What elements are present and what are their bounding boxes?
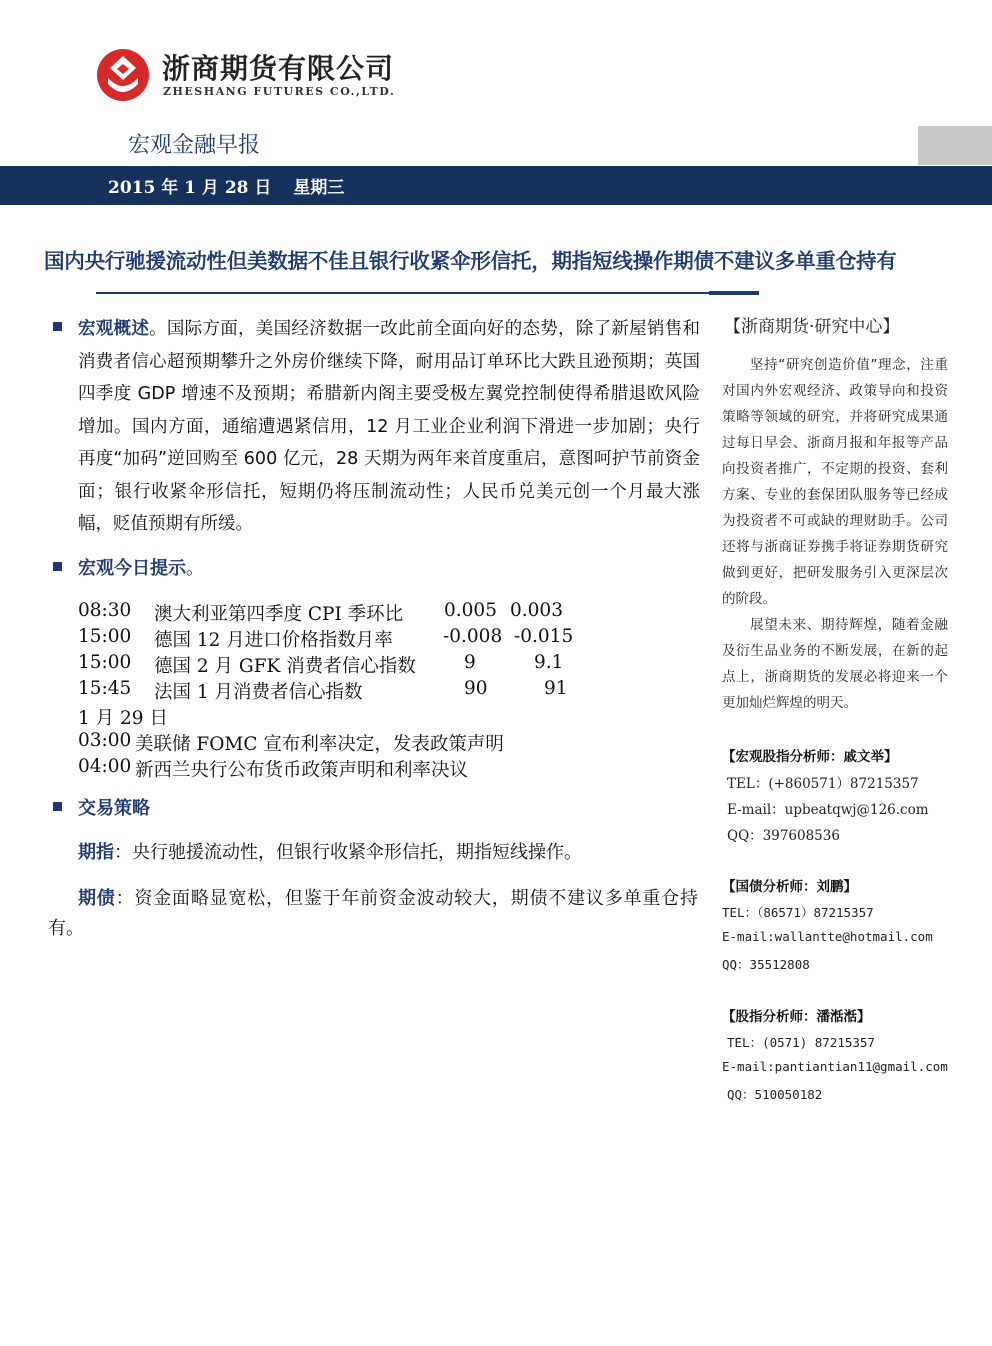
tip-event: 德国 12 月进口价格指数月率 bbox=[154, 630, 393, 651]
sidebar-title: 【浙商期货·研究中心】 bbox=[724, 317, 900, 337]
headline-divider bbox=[96, 292, 759, 294]
weekday-value: 星期三 bbox=[293, 178, 345, 198]
headline: 国内央行驰援流动性但美数据不佳且银行收紧伞形信托，期指短线操作期债不建议多单重仓持有 bbox=[44, 249, 897, 273]
report-title: 宏观金融早报 bbox=[128, 133, 261, 158]
tip-forecast: 0.003 bbox=[510, 600, 563, 621]
tip-event: 德国 2 月 GFK 消费者信心指数 bbox=[154, 656, 416, 677]
tip-event: 法国 1 月消费者信心指数 bbox=[154, 682, 363, 703]
tip-prev: 9 bbox=[464, 652, 476, 673]
today-tips-label: 宏观今日提示 bbox=[78, 558, 186, 579]
today-tips-heading bbox=[78, 554, 204, 580]
analyst-tel: TEL：(0571) 87215357 bbox=[727, 1035, 875, 1050]
tip-time: 08:30 bbox=[78, 600, 132, 621]
tip-time: 03:00 bbox=[78, 730, 132, 751]
analyst-tel: TEL：（86571）87215357 bbox=[722, 905, 874, 920]
bullet-icon bbox=[53, 802, 62, 811]
tip-time: 15:00 bbox=[78, 626, 132, 647]
header-tab-block bbox=[918, 126, 992, 165]
analyst-heading: 【宏观股指分析师：戚文举】 bbox=[722, 749, 898, 765]
tip-event: 新西兰央行公布货币政策声明和利率决议 bbox=[135, 760, 469, 781]
report-date bbox=[108, 173, 344, 198]
strategy-bond-futures bbox=[48, 884, 698, 944]
analyst-heading: 【国债分析师：刘鹏】 bbox=[722, 879, 857, 895]
company-name-en: ZHESHANG FUTURES CO.,LTD. bbox=[163, 85, 396, 98]
analyst-qq: QQ：510050182 bbox=[727, 1087, 823, 1102]
strategy-index-futures bbox=[78, 838, 700, 868]
sidebar-outlook: 展望未来、期待辉煌，随着金融及衍生品业务的不断发展，在新的起点上，浙商期货的发展必将迎来一个更加灿烂辉煌的明天。 bbox=[722, 617, 948, 711]
analyst-email[interactable]: E-mail：upbeatqwj@126.com bbox=[727, 802, 929, 818]
strategy-item-label: 期债 bbox=[78, 888, 116, 909]
analyst-qq: QQ：397608536 bbox=[727, 828, 840, 844]
analyst-email[interactable]: E-mail:pantiantian11@gmail.com bbox=[722, 1059, 948, 1074]
tip-prev: 0.005 bbox=[444, 600, 497, 621]
analyst-heading: 【股指分析师：潘湉湉】 bbox=[722, 1009, 871, 1025]
headline-divider-accent bbox=[709, 291, 759, 295]
company-name-cn: 浙商期货有限公司 bbox=[162, 52, 395, 85]
strategy-item-label: 期指 bbox=[78, 842, 114, 863]
bullet-icon bbox=[53, 562, 62, 571]
tip-prev: 90 bbox=[464, 678, 488, 699]
overview-paragraph bbox=[78, 313, 700, 541]
overview-label: 宏观概述 bbox=[78, 319, 150, 339]
analyst-email[interactable]: E-mail:wallantte@hotmail.com bbox=[722, 929, 933, 944]
overview-text: 。国际方面，美国经济数据一改此前全面向好的态势，除了新屋销售和消费者信心超预期攀升之外房价继续下降，耐用品订单环比大跌且逊预期；英国四季度 GDP 增速不及预期；希腊新内阁主要受极左翼党控制使得希腊退欧风险增加。国内方面，通缩遭遇紧信用，12 月工业企业利润下滑进一步加剧；央行再度“加码”逆回购至 600 亿元，28 天期为两年来首度重启，意图呵护节前资金面；银行收紧伞形信托，短期仍将压制流动性；人民币兑美元创一个月最大涨幅，贬值预期有所缓。 bbox=[78, 319, 701, 534]
strategy-item-text: ：资金面略显宽松，但鉴于年前资金波动较大，期债不建议多单重仓持有。 bbox=[48, 888, 698, 939]
tip-forecast: 91 bbox=[544, 678, 568, 699]
tip-prev: -0.008 bbox=[443, 626, 503, 647]
today-tips-suffix: 。 bbox=[186, 558, 204, 579]
tip-time: 15:00 bbox=[78, 652, 132, 673]
analyst-tel: TEL：(+860571）87215357 bbox=[727, 776, 919, 792]
tip-forecast: -0.015 bbox=[514, 626, 574, 647]
tip-event: 澳大利亚第四季度 CPI 季环比 bbox=[154, 604, 404, 625]
date-value: 2015 年 1 月 28 日 bbox=[108, 178, 272, 198]
company-logo-icon bbox=[96, 48, 150, 102]
sidebar-intro: 坚持“研究创造价值”理念，注重对国内外宏观经济、政策导向和投资策略等领域的研究，并将研究成果通过每日早会、浙商月报和年报等产品向投资者推广，不定期的投资、套利方案、专业的套保团队服务等已经成为投资者不可或缺的理财助手。公司还将与浙商证券携手将证券期货研究做到更好，把研发服务引入更深层次的阶段。 bbox=[722, 357, 948, 607]
tip-date: 1 月 29 日 bbox=[78, 708, 168, 729]
tip-time: 15:45 bbox=[78, 678, 132, 699]
strategy-item-text: ：央行驰援流动性，但银行收紧伞形信托，期指短线操作。 bbox=[114, 842, 582, 863]
tip-event: 美联储 FOMC 宣布利率决定，发表政策声明 bbox=[135, 734, 504, 755]
analyst-qq: QQ：35512808 bbox=[722, 957, 810, 972]
bullet-icon bbox=[53, 322, 62, 331]
tip-time: 04:00 bbox=[78, 756, 132, 777]
strategy-heading: 交易策略 bbox=[78, 798, 150, 819]
tip-forecast: 9.1 bbox=[534, 652, 564, 673]
